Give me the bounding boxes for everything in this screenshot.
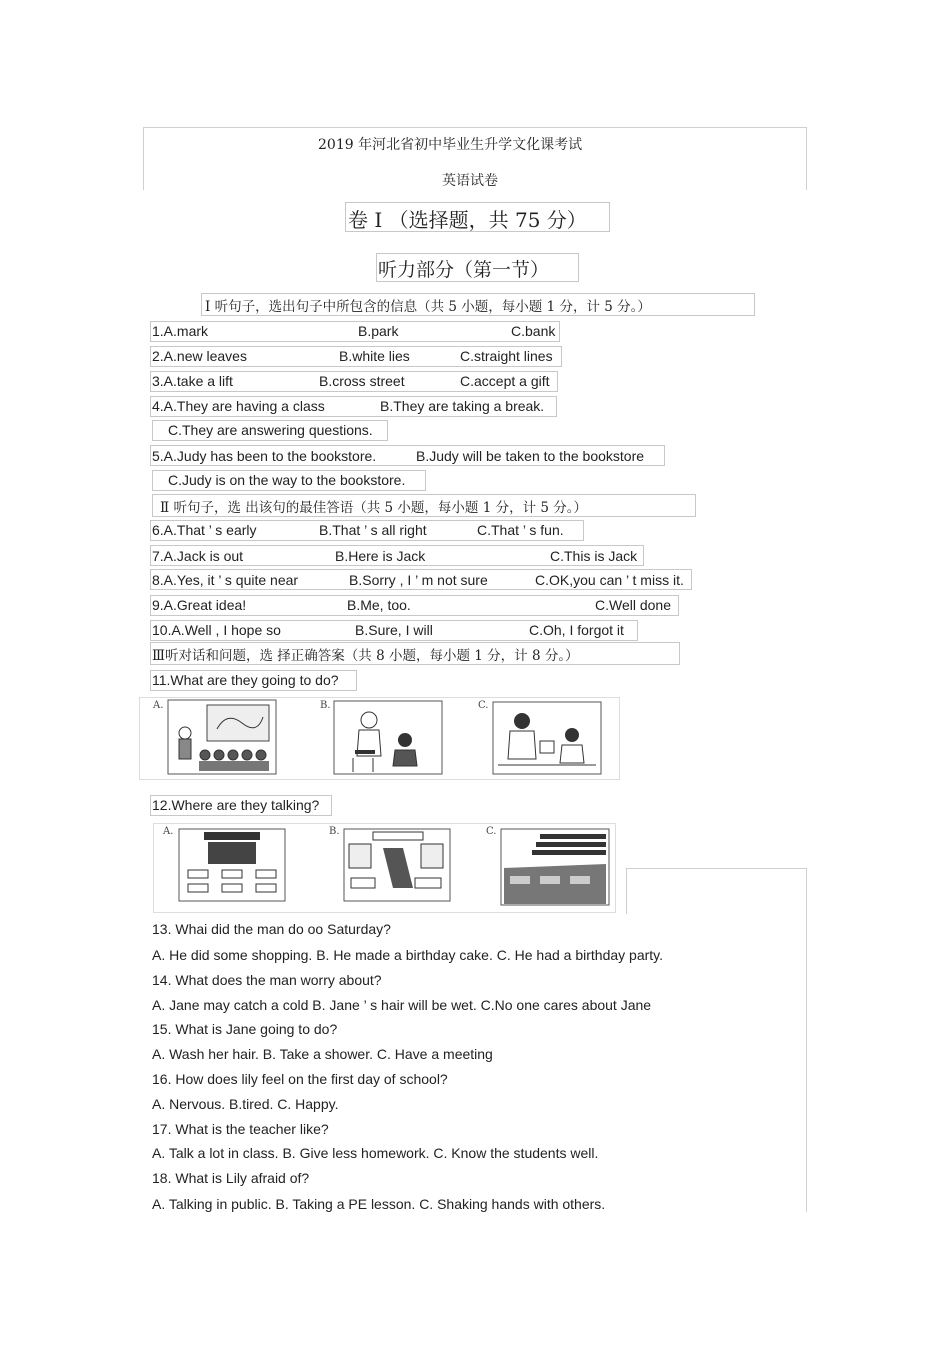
q13-options: A. He did some shopping. B. He made a birthday cake. C. He had a birthday party.	[152, 947, 664, 963]
q17-options: A. Talk a lot in class. B. Give less homework. C. Know the students well.	[152, 1145, 599, 1161]
q5-option-c: C.Judy is on the way to the bookstore.	[168, 472, 406, 488]
volume-title: 卷 I （选择题，共 75 分）	[348, 208, 587, 232]
q10-option-a: 10.A.Well , I hope so	[152, 622, 281, 638]
exam-subtitle: 英语试卷	[442, 173, 498, 189]
q14-options: A. Jane may catch a cold B. Jane ’ s hair will be wet. C.No one cares about Jane	[152, 997, 652, 1013]
q5-option-b: B.Judy will be taken to the bookstore	[416, 448, 645, 464]
q16-question: 16. How does lily feel on the first day of school?	[152, 1071, 448, 1087]
lower-frame-left	[626, 868, 627, 914]
q14-question: 14. What does the man worry about?	[152, 972, 382, 988]
exam-title: 2019 年河北省初中毕业生升学文化课考试	[318, 137, 583, 153]
q11-pic-b-doctor-illustration	[333, 700, 443, 775]
q12-pic-a-label: A.	[163, 826, 174, 837]
q2-option-b: B.white lies	[339, 348, 410, 364]
q1-option-b: B.park	[358, 323, 399, 339]
q3-option-c: C.accept a gift	[460, 373, 550, 389]
q6-option-b: B.That ’ s all right	[319, 522, 427, 538]
q7-option-c: C.This is Jack	[550, 548, 638, 564]
q4-option-b: B.They are taking a break.	[380, 398, 545, 414]
q13-question: 13. Whai did the man do oo Saturday?	[152, 921, 391, 937]
section-title: 听力部分（第一节）	[378, 259, 550, 281]
q6-option-c: C.That ’ s fun.	[477, 522, 564, 538]
q3-option-b: B.cross street	[319, 373, 405, 389]
q12-question: 12.Where are they talking?	[152, 797, 320, 813]
q1-box	[150, 321, 560, 342]
header-frame-right	[806, 127, 807, 190]
q10-option-b: B.Sure, I will	[355, 622, 433, 638]
header-frame-top	[143, 127, 807, 128]
q10-option-c: C.Oh, I forgot it	[529, 622, 624, 638]
q15-options: A. Wash her hair. B. Take a shower. C. Have a meeting	[152, 1046, 493, 1062]
q7-option-b: B.Here is Jack	[335, 548, 426, 564]
q11-pic-a-label: A.	[153, 700, 164, 711]
q11-pic-a-cinema-illustration	[167, 699, 277, 775]
part3-instruction: Ⅲ听对话和问题，选 择正确答案（共 8 小题，每小题 1 分，计 8 分。）	[152, 648, 579, 664]
q12-pic-c-label: C.	[486, 826, 497, 837]
q11-pic-c-label: C.	[478, 700, 489, 711]
q11-pic-c-clinic-illustration	[492, 701, 602, 775]
q9-option-b: B.Me, too.	[347, 597, 411, 613]
lower-frame-right	[806, 868, 807, 1212]
part2-instruction: Ⅱ 听句子，选 出该句的最佳答语（共 5 小题，每小题 1 分，计 5 分。）	[160, 500, 588, 516]
q12-pic-c-auditorium-illustration	[500, 828, 610, 906]
q2-option-c: C.straight lines	[460, 348, 553, 364]
q11-pic-b-label: B.	[320, 700, 331, 711]
q1-option-a: 1.A.mark	[152, 323, 209, 339]
q12-pic-b-label: B.	[329, 826, 340, 837]
q2-option-a: 2.A.new leaves	[152, 348, 247, 364]
q16-options: A. Nervous. B.tired. C. Happy.	[152, 1096, 339, 1112]
q15-question: 15. What is Jane going to do?	[152, 1021, 338, 1037]
q18-question: 18. What is Lily afraid of?	[152, 1170, 310, 1186]
q3-option-a: 3.A.take a lift	[152, 373, 233, 389]
q9-option-c: C.Well done	[595, 597, 672, 613]
q8-option-b: B.Sorry , I ’ m not sure	[349, 572, 488, 588]
q5-option-a: 5.A.Judy has been to the bookstore.	[152, 448, 377, 464]
q1-option-c: C.bank	[511, 323, 556, 339]
q8-option-c: C.OK,you can ’ t miss it.	[535, 572, 684, 588]
q11-question: 11.What are they going to do?	[152, 672, 339, 688]
q4-option-a: 4.A.They are having a class	[152, 398, 325, 414]
lower-frame-top	[626, 868, 806, 869]
q18-options: A. Talking in public. B. Taking a PE lesson. C. Shaking hands with others.	[152, 1196, 606, 1212]
q7-option-a: 7.A.Jack is out	[152, 548, 244, 564]
q4-option-c: C.They are answering questions.	[168, 422, 373, 438]
q6-option-a: 6.A.That ’ s early	[152, 522, 257, 538]
header-frame-left	[143, 127, 144, 190]
part1-instruction: Ⅰ 听句子，选出句子中所包含的信息（共 5 小题，每小题 1 分，计 5 分。）	[205, 299, 651, 315]
q17-question: 17. What is the teacher like?	[152, 1121, 329, 1137]
q12-pic-b-restaurant-illustration	[343, 828, 451, 902]
q8-option-a: 8.A.Yes, it ’ s quite near	[152, 572, 299, 588]
q9-option-a: 9.A.Great idea!	[152, 597, 247, 613]
q12-pic-a-classroom-illustration	[178, 828, 286, 902]
